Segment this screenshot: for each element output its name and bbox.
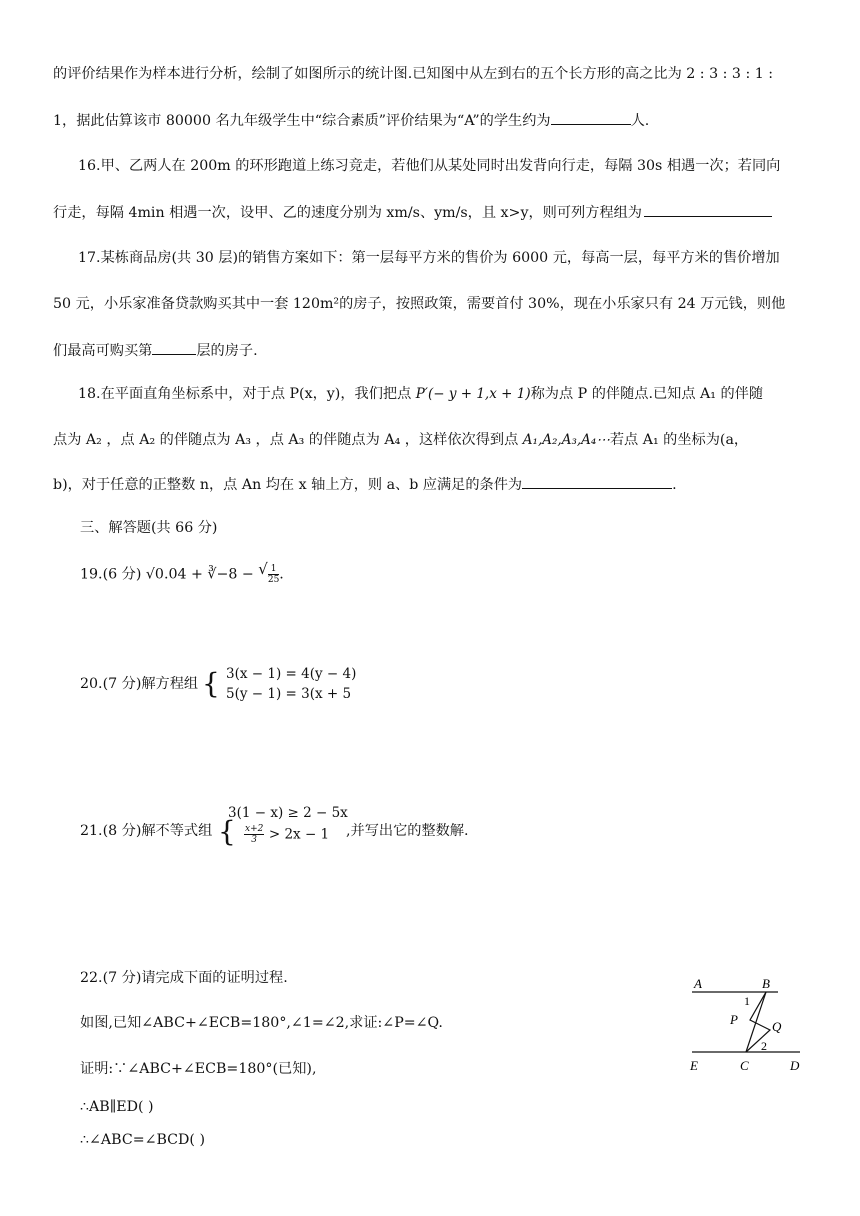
q22-proof-line3: ∴∠ABC=∠BCD( ) [80, 1132, 205, 1148]
label-a: A [694, 976, 702, 991]
q19 [80, 560, 284, 585]
q19-frac-num: 1 [268, 564, 279, 575]
q18-line3 [53, 474, 677, 495]
q19-expression: √0.04 + ∛−8 − [145, 566, 254, 583]
q19-frac-den: 25 [267, 575, 280, 585]
q21-fraction [244, 824, 264, 845]
q20-equation-1: 3(x − 1) = 4(y − 4) [226, 666, 357, 682]
q21-inequality-2 [244, 824, 329, 845]
label-c: C [740, 1058, 749, 1073]
geometry-figure [688, 974, 808, 1078]
q21-brace: { [218, 815, 236, 848]
q17-line3 [53, 340, 258, 361]
q22-title: 22.(7 分)请完成下面的证明过程. [80, 970, 288, 986]
q20-brace: { [202, 667, 220, 700]
label-angle-2: 2 [761, 1039, 767, 1053]
label-angle-1: 1 [744, 994, 750, 1008]
q19-fraction: √ $\frac{1}{25}$ [258, 560, 280, 585]
q18-line1-end: 称为点 P 的伴随点.已知点 A₁ 的伴随 [530, 386, 764, 402]
label-q: Q [772, 1019, 782, 1034]
q21-frac-den: 3 [251, 835, 258, 845]
q21-tail: ,并写出它的整数解. [346, 823, 469, 839]
q22-given: 如图,已知∠ABC+∠ECB=180°,∠1=∠2,求证:∠P=∠Q. [80, 1015, 443, 1031]
q21-rhs: > 2x − 1 [268, 826, 330, 843]
q17-line1: 17.某栋商品房(共 30 层)的销售方案如下：第一层每平方米的售价为 6000 元，每高一层，每平方米的售价增加 [78, 250, 780, 266]
label-b: B [762, 976, 770, 991]
q20-equation-2: 5(y − 1) = 3(x + 5 [226, 686, 352, 702]
q15-line2-end: 人. [630, 113, 650, 129]
q18-line2-end: 若点 A₁ 的坐标为(a， [609, 432, 749, 448]
answer-blank-18[interactable] [522, 474, 672, 489]
q20-label: 20.(7 分)解方程组 [80, 676, 199, 692]
q18-line2 [53, 430, 748, 450]
q21-inequality-1: 3(1 − x) ≥ 2 − 5x [228, 805, 348, 821]
q19-end: . [279, 566, 284, 583]
label-e: E [690, 1058, 698, 1073]
q17-line3-text: 们最高可购买第 [53, 343, 153, 359]
q18-companion-point: P′(− y + 1,x + 1) [415, 386, 531, 402]
q22-proof-line1: 证明:∵∠ABC+∠ECB=180°(已知), [80, 1061, 317, 1077]
label-d: D [790, 1058, 800, 1073]
answer-blank-17[interactable] [152, 340, 196, 355]
q16-line2 [53, 202, 772, 223]
q17-line2: 50 元，小乐家准备贷款购买其中一套 120m²的房子，按照政策，需要首付 30%，现在小乐家只有 24 万元钱，则他 [53, 296, 786, 312]
q18-line2-text: 点为 A₂ ，点 A₂ 的伴随点为 A₃ ，点 A₃ 的伴随点为 A₄ ，这样依次得到点 [53, 432, 519, 448]
q22-proof-line2: ∴AB∥ED( ) [80, 1099, 154, 1115]
q21-label: 21.(8 分)解不等式组 [80, 823, 213, 839]
q16-line1: 16.甲、乙两人在 200m 的环形跑道上练习竞走，若他们从某处同时出发背向行走，每隔 30s 相遇一次；若同向 [78, 158, 781, 174]
q21-frac-num: x+2 [245, 824, 264, 834]
answer-blank-16[interactable] [644, 202, 772, 217]
answer-blank-15[interactable] [551, 110, 631, 125]
q18-line3-end: . [672, 477, 677, 493]
section-header: 三、解答题(共 66 分) [80, 520, 218, 536]
q18-line3-text: b)，对于任意的正整数 n，点 An 均在 x 轴上方，则 a、b 应满足的条件为 [53, 477, 523, 493]
q18-line1-text: 18.在平面直角坐标系中，对于点 P(x，y)，我们把点 [78, 386, 412, 402]
q16-line2-text: 行走，每隔 4min 相遇一次，设甲、乙的速度分别为 xm/s、ym/s，且 x>y，则可列方程组为 [53, 205, 642, 221]
q15-line2-text: 1，据此估算该市 80000 名九年级学生中“综合素质”评价结果为“A”的学生约为 [53, 113, 551, 129]
q19-label: 19.(6 分) [80, 566, 142, 583]
q18-line1 [78, 384, 763, 404]
q18-point-sequence: A₁,A₂,A₃,A₄⋯ [522, 432, 610, 448]
q17-line3-end: 层的房子. [196, 343, 258, 359]
label-p: P [730, 1012, 738, 1027]
q15-line1: 的评价结果作为样本进行分析，绘制了如图所示的统计图.已知图中从左到右的五个长方形的高之比为 2 : 3 : 3 : 1 : [53, 66, 774, 82]
q15-line2 [53, 110, 649, 131]
